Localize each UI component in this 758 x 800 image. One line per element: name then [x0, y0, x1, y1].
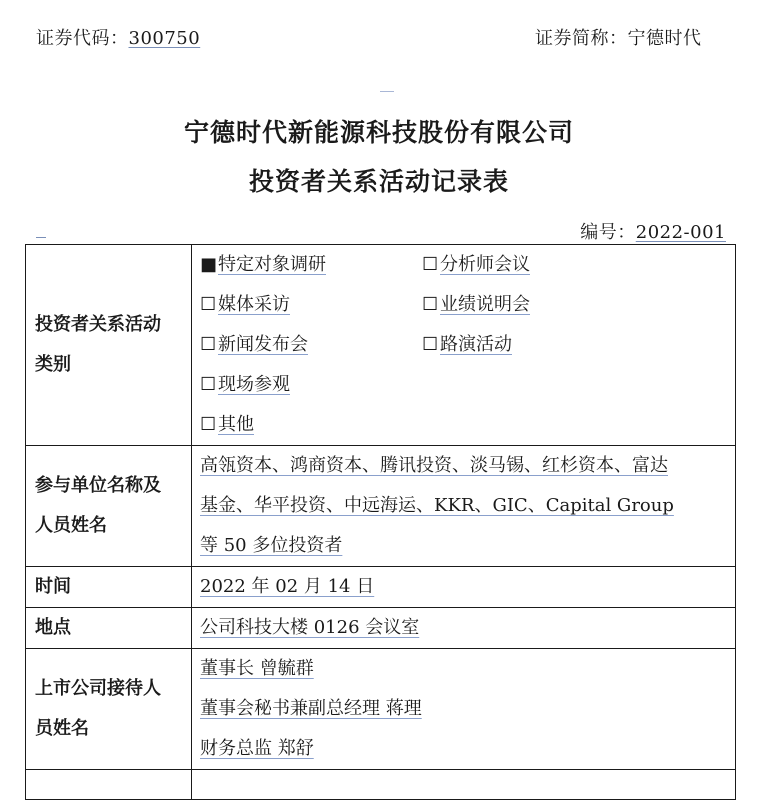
- option-label: 媒体采访: [218, 294, 290, 315]
- row-category: [26, 245, 736, 446]
- decorative-mark: [380, 91, 394, 92]
- stock-name: [535, 24, 702, 50]
- option-roadshow[interactable]: [422, 325, 662, 365]
- reception-person: [200, 689, 729, 729]
- reception-label: [26, 649, 192, 770]
- reception-people: [192, 649, 736, 770]
- option-site-visit[interactable]: [200, 365, 422, 405]
- option-label: 业绩说明会: [440, 294, 530, 315]
- reception-person: [200, 649, 729, 689]
- checkbox-icon[interactable]: ☐: [422, 334, 439, 355]
- participants-line: 高瓴资本、鸿商资本、腾讯投资、淡马锡、红杉资本、富达: [200, 455, 668, 476]
- time-value: 2022 年 02 月 14 日: [200, 576, 375, 597]
- checkbox-icon[interactable]: ☐: [200, 414, 217, 435]
- checkbox-icon[interactable]: ☐: [422, 294, 439, 315]
- option-other[interactable]: [200, 405, 422, 445]
- record-number: [580, 218, 726, 244]
- option-label: 新闻发布会: [218, 334, 308, 355]
- stock-code: [36, 24, 208, 50]
- option-label: 现场参观: [218, 374, 290, 395]
- category-label-line1: 投资者关系活动: [35, 314, 161, 335]
- category-label: [26, 245, 192, 446]
- option-grid: [200, 245, 729, 445]
- option-earnings-call[interactable]: [422, 285, 662, 325]
- person-name: 董事会秘书兼副总经理 蒋理: [200, 698, 422, 719]
- place-value-cell: [192, 608, 736, 649]
- option-specific-research[interactable]: [200, 245, 422, 285]
- company-title: 宁德时代新能源科技股份有限公司: [183, 118, 574, 147]
- option-empty: [422, 365, 662, 405]
- person-name: 财务总监 郑舒: [200, 738, 314, 759]
- reception-label-line2: 员姓名: [35, 718, 89, 739]
- participants-label-line2: 人员姓名: [35, 515, 107, 536]
- participants-line: 等 50 多位投资者: [200, 535, 343, 556]
- participants-label: [26, 446, 192, 567]
- participants-line: 基金、华平投资、中远海运、KKR、GIC、Capital Group: [200, 495, 674, 516]
- row-reception: [26, 649, 736, 770]
- checkbox-icon[interactable]: ☐: [200, 374, 217, 395]
- option-label: 路演活动: [440, 334, 512, 355]
- category-options: [192, 245, 736, 446]
- checkbox-checked-icon[interactable]: ■: [200, 254, 218, 275]
- row-next: [26, 770, 736, 800]
- time-value-cell: [192, 567, 736, 608]
- option-media-interview[interactable]: [200, 285, 422, 325]
- next-value: [192, 770, 736, 800]
- record-table: [25, 244, 736, 800]
- person-name: 董事长 曾毓群: [200, 658, 314, 679]
- stock-code-value: 300750: [128, 28, 201, 49]
- row-place: [26, 608, 736, 649]
- time-label: 时间: [26, 567, 192, 608]
- place-value: 公司科技大楼 0126 会议室: [200, 617, 420, 638]
- record-number-label: 编号：: [580, 222, 636, 243]
- reception-label-line1: 上市公司接待人: [35, 678, 161, 699]
- category-label-line2: 类别: [35, 354, 71, 375]
- record-number-value: 2022-001: [635, 222, 726, 243]
- next-label: [26, 770, 192, 800]
- checkbox-icon[interactable]: ☐: [200, 294, 217, 315]
- checkbox-icon[interactable]: ☐: [200, 334, 217, 355]
- participants-label-line1: 参与单位名称及: [35, 475, 161, 496]
- checkbox-icon[interactable]: ☐: [422, 254, 439, 275]
- option-analyst-meeting[interactable]: [422, 245, 662, 285]
- form-title: 投资者关系活动记录表: [248, 167, 509, 196]
- stock-code-label: 证券代码：: [36, 28, 129, 49]
- place-label: 地点: [26, 608, 192, 649]
- option-label: 其他: [218, 414, 254, 435]
- participants-value: [192, 446, 736, 567]
- stock-name-value: 宁德时代: [627, 28, 702, 49]
- row-participants: [26, 446, 736, 567]
- option-label: 分析师会议: [440, 254, 530, 275]
- decorative-dash: [36, 237, 46, 238]
- reception-person: [200, 729, 729, 769]
- option-label: 特定对象调研: [218, 254, 326, 275]
- option-press-conference[interactable]: [200, 325, 422, 365]
- stock-name-label: 证券简称：: [535, 28, 628, 49]
- row-time: [26, 567, 736, 608]
